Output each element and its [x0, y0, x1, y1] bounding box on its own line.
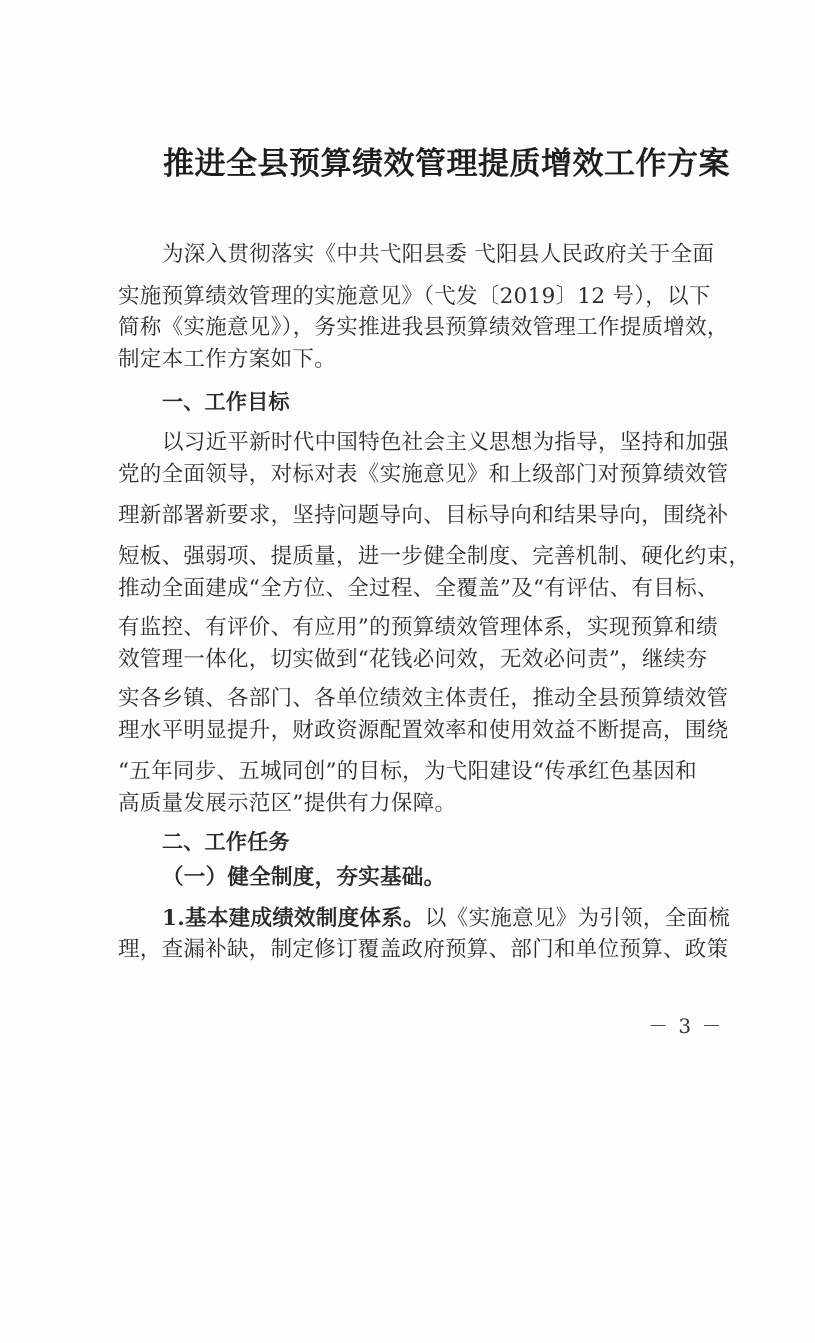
- section-1-heading: 一、工作目标: [162, 390, 290, 414]
- item-1-line-1: [162, 903, 730, 935]
- section-1-line-4: 短板、强弱项、提质量，进一步健全制度、完善机制、硬化约束，: [118, 544, 751, 569]
- intro-line-1: 为深入贯彻落实《中共弋阳县委 弋阳县人民政府关于全面: [162, 242, 715, 267]
- section-2-heading: 二、工作任务: [162, 830, 290, 854]
- subsection-1-heading: （一）健全制度，夯实基础。: [162, 865, 446, 890]
- intro-line-3: 简称《实施意见》），务实推进我县预算绩效管理工作提质增效，: [118, 315, 729, 340]
- section-1-line-10: “五年同步、五城同创”的目标，为弋阳建设“传承红色基因和: [118, 759, 697, 784]
- section-1-line-1: 以习近平新时代中国特色社会主义思想为指导，坚持和加强: [162, 430, 729, 455]
- section-1-line-2: 党的全面领导，对标对表《实施意见》和上级部门对预算绩效管: [118, 462, 729, 487]
- section-1-line-11: 高质量发展示范区”提供有力保障。: [118, 791, 457, 816]
- section-1-line-3: 理新部署新要求，坚持问题导向、目标导向和结果导向，围绕补: [118, 503, 729, 528]
- section-1-line-7: 效管理一体化，切实做到“花钱必问效，无效必问责”，继续夯: [118, 647, 708, 672]
- item-1-line-2: 理，查漏补缺，制定修订覆盖政府预算、部门和单位预算、政策: [118, 937, 729, 962]
- page-number: － 3 －: [648, 1014, 724, 1038]
- item-1-title: 1.基本建成绩效制度体系。: [162, 906, 425, 931]
- section-1-line-8: 实各乡镇、各部门、各单位绩效主体责任，推动全县预算绩效管: [118, 686, 729, 711]
- section-1-line-9: 理水平明显提升，财政资源配置效率和使用效益不断提高，围绕: [118, 718, 729, 743]
- intro-line-2: 实施预算绩效管理的实施意见》（弋发〔2019〕12 号），以下: [118, 284, 711, 309]
- item-1-text: 以《实施意见》为引领，全面梳: [424, 906, 731, 931]
- intro-line-4: 制定本工作方案如下。: [118, 347, 337, 372]
- section-1-line-6: 有监控、有评价、有应用”的预算绩效管理体系，实现预算和绩: [118, 615, 718, 640]
- document-title: 推进全县预算绩效管理提质增效工作方案: [163, 146, 730, 182]
- section-1-line-5: 推动全面建成“全方位、全过程、全覆盖”及“有评估、有目标、: [118, 576, 719, 601]
